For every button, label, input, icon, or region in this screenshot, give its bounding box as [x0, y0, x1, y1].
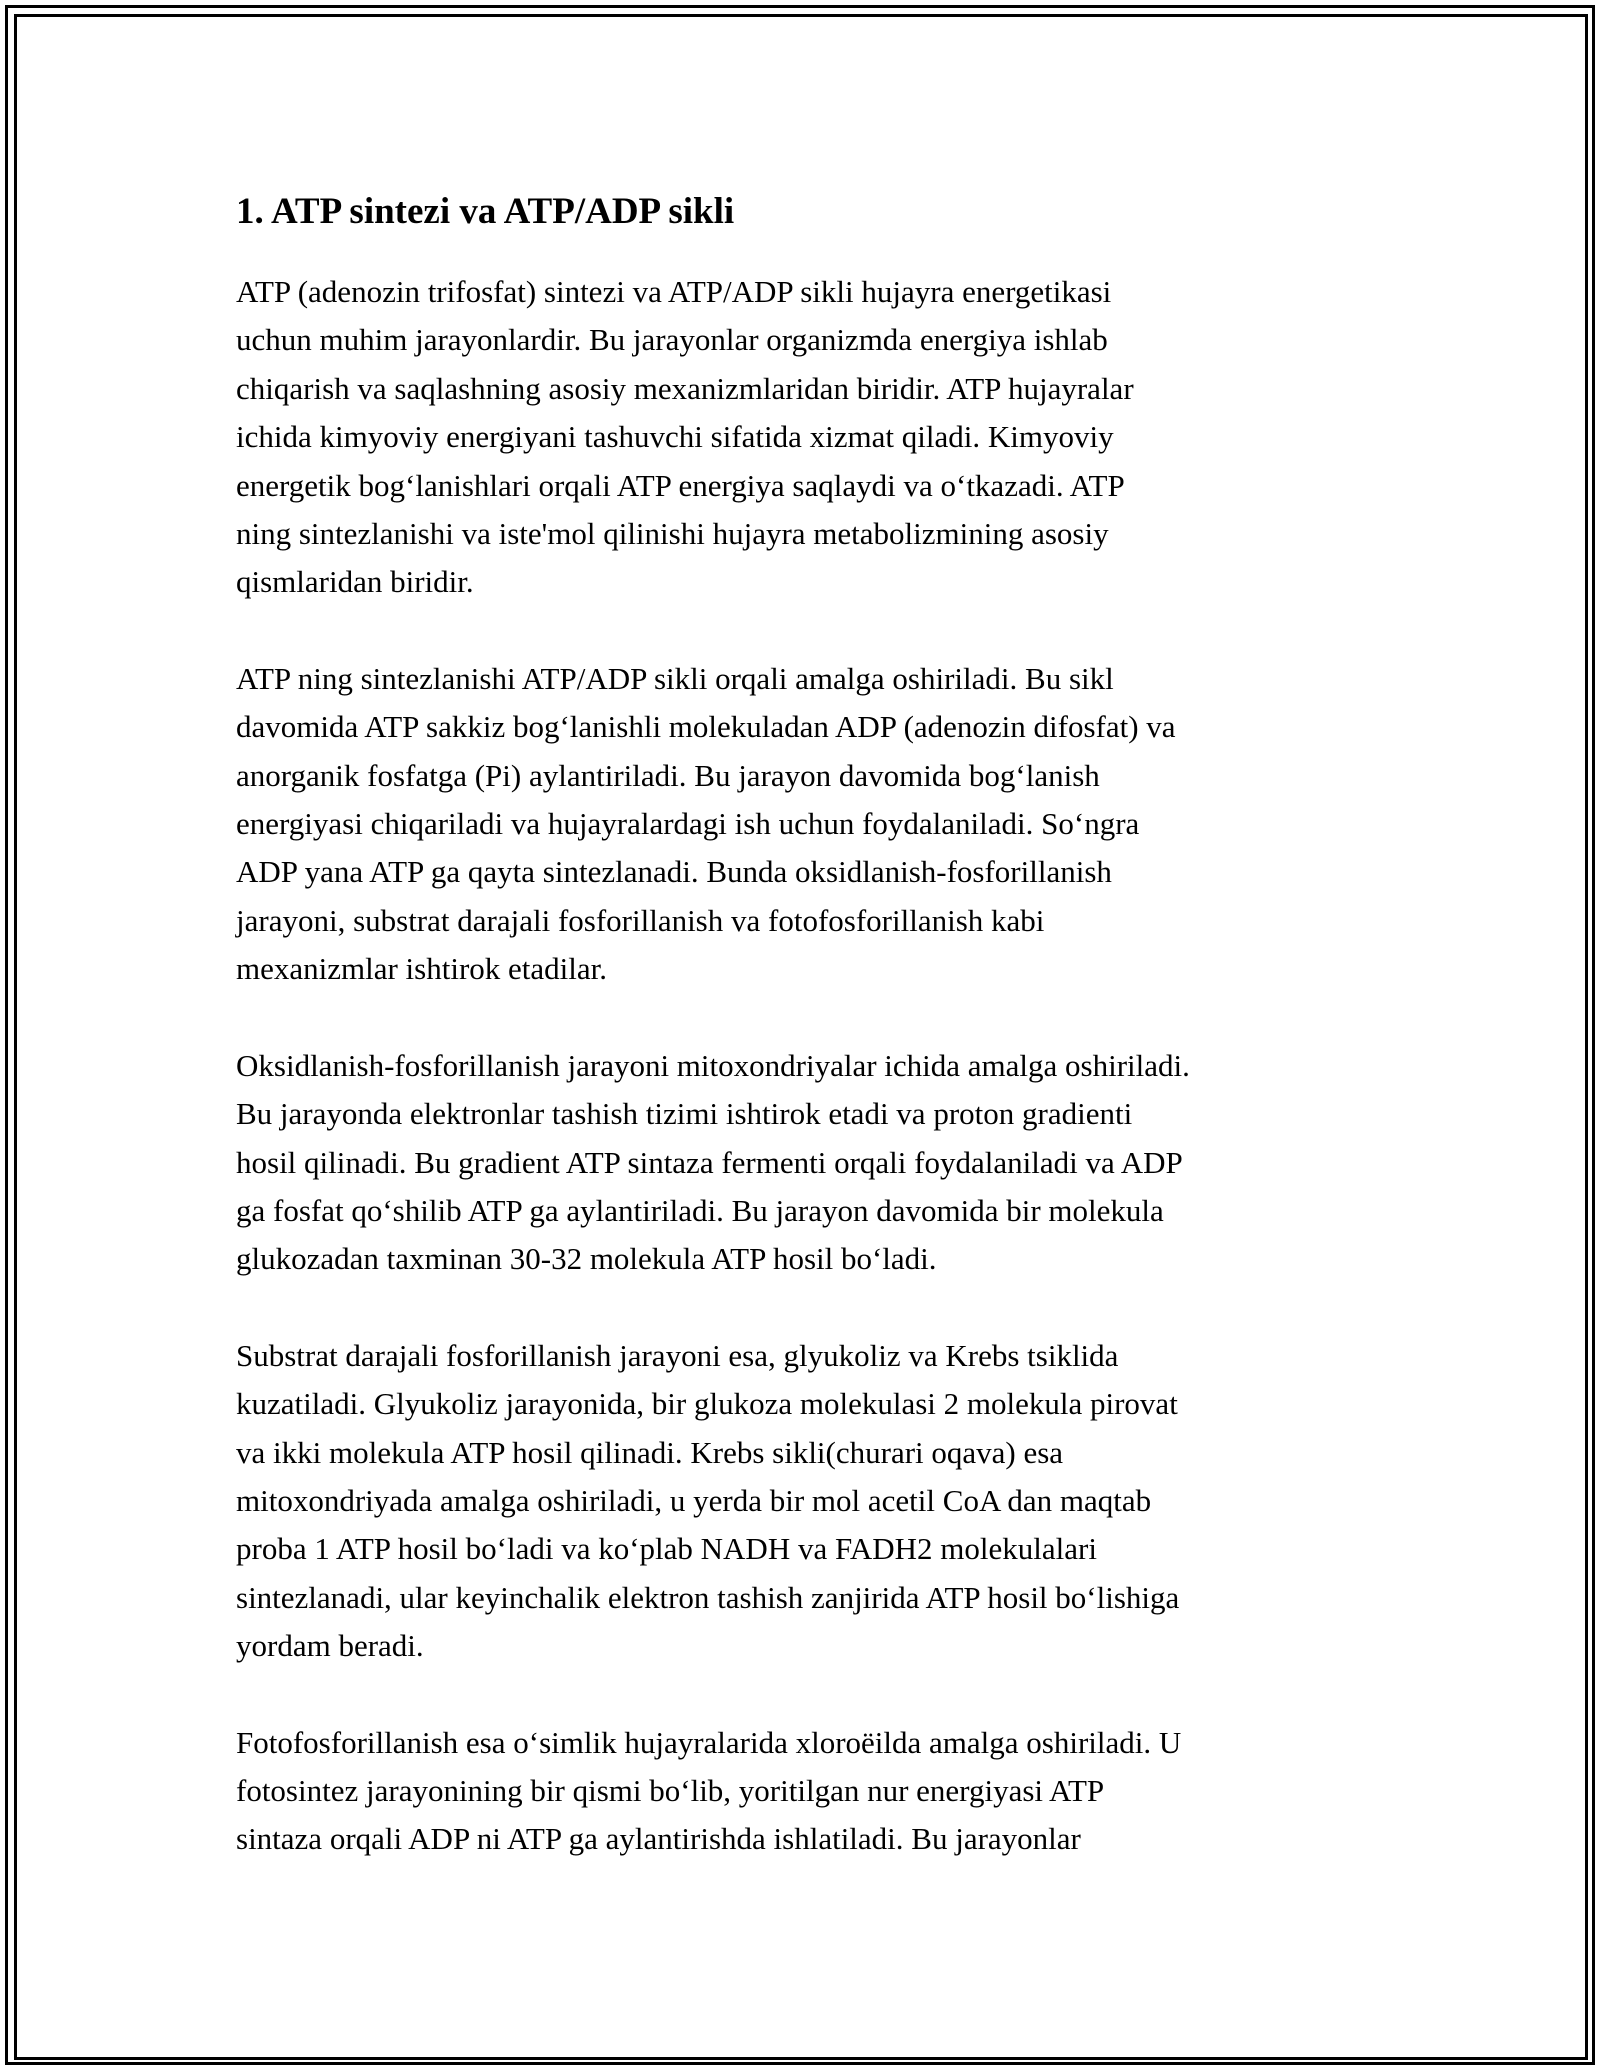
paragraph-line: glukozadan taxminan 30-32 molekula ATP hosil bo‘ladi.	[236, 1241, 937, 1277]
paragraph-4	[236, 1332, 1376, 1671]
paragraph-line: Substrat darajali fosforillanish jarayoni esa, glyukoliz va Krebs tsiklida	[236, 1337, 1119, 1373]
paragraph-line: mexanizmlar ishtirok etadilar.	[236, 951, 608, 987]
paragraph-line: energiyasi chiqariladi va hujayralardagi ish uchun foydalaniladi. So‘ngra	[236, 806, 1140, 842]
paragraph-line: ATP ning sintezlanishi ATP/ADP sikli orqali amalga oshiriladi. Bu sikl	[236, 660, 1114, 696]
paragraph-line: hosil qilinadi. Bu gradient ATP sintaza fermenti orqali foydalaniladi va ADP	[236, 1144, 1183, 1180]
paragraph-line: ATP (adenozin trifosfat) sintezi va ATP/ADP sikli hujayra energetikasi	[236, 274, 1112, 309]
paragraph-line: ning sintezlanishi va iste'mol qilinishi hujayra metabolizmining asosiy	[236, 516, 1109, 552]
paragraph-line: va ikki molekula ATP hosil qilinadi. Krebs sikli(churari oqava) esa	[236, 1434, 1064, 1470]
paragraph-line: mitoxondriyada amalga oshiriladi, u yerda bir mol acetil CoA dan maqtab	[236, 1482, 1152, 1518]
paragraph-1	[236, 268, 1376, 607]
paragraph-line: Oksidlanish-fosforillanish jarayoni mitoxondriyalar ichida amalga oshiriladi.	[236, 1047, 1190, 1083]
paragraph-line: proba 1 ATP hosil bo‘ladi va ko‘plab NADH va FADH2 molekulalari	[236, 1531, 1097, 1567]
paragraph-line: ADP yana ATP ga qayta sintezlanadi. Bunda oksidlanish-fosforillanish	[236, 854, 1112, 890]
paragraph-line: qismlaridan biridir.	[236, 564, 474, 600]
section-heading: 1. ATP sintezi va ATP/ADP sikli	[236, 191, 735, 232]
paragraph-line: Bu jarayonda elektronlar tashish tizimi ishtirok etadi va proton gradienti	[236, 1096, 1133, 1132]
paragraph-line: fotosintez jarayonining bir qismi bo‘lib, yoritilgan nur energiyasi ATP	[236, 1772, 1105, 1808]
paragraph-line: Fotofosforillanish esa o‘simlik hujayralarida xloroëilda amalga oshiriladi. U	[236, 1724, 1182, 1760]
paragraph-5	[236, 1719, 1376, 1864]
paragraph-line: davomida ATP sakkiz bog‘lanishli molekuladan ADP (adenozin difosfat) va	[236, 709, 1176, 745]
paragraph-2	[236, 655, 1376, 994]
paragraph-line: anorganik fosfatga (Pi) aylantiriladi. Bu jarayon davomida bog‘lanish	[236, 757, 1100, 793]
paragraph-line: energetik bog‘lanishlari orqali ATP energiya saqlaydi va o‘tkazadi. ATP	[236, 467, 1125, 503]
paragraph-line: yordam beradi.	[236, 1628, 424, 1664]
paragraph-line: sintaza orqali ADP ni ATP ga aylantirishda ishlatiladi. Bu jarayonlar	[236, 1821, 1081, 1857]
paragraph-line: jarayoni, substrat darajali fosforillanish va fotofosforillanish kabi	[236, 902, 1045, 938]
paragraph-line: uchun muhim jarayonlardir. Bu jarayonlar organizmda energiya ishlab	[236, 322, 1108, 358]
document-body	[236, 186, 1376, 1912]
paragraph-3	[236, 1042, 1376, 1284]
paragraph-line: kuzatiladi. Glyukoliz jarayonida, bir glukoza molekulasi 2 molekula pirovat	[236, 1386, 1178, 1422]
paragraph-line: ga fosfat qo‘shilib ATP ga aylantiriladi. Bu jarayon davomida bir molekula	[236, 1192, 1164, 1228]
paragraph-line: sintezlanadi, ular keyinchalik elektron tashish zanjirida ATP hosil bo‘lishiga	[236, 1579, 1180, 1615]
paragraph-line: ichida kimyoviy energiyani tashuvchi sifatida xizmat qiladi. Kimyoviy	[236, 419, 1114, 455]
paragraph-line: chiqarish va saqlashning asosiy mexanizmlaridan biridir. ATP hujayralar	[236, 370, 1134, 406]
